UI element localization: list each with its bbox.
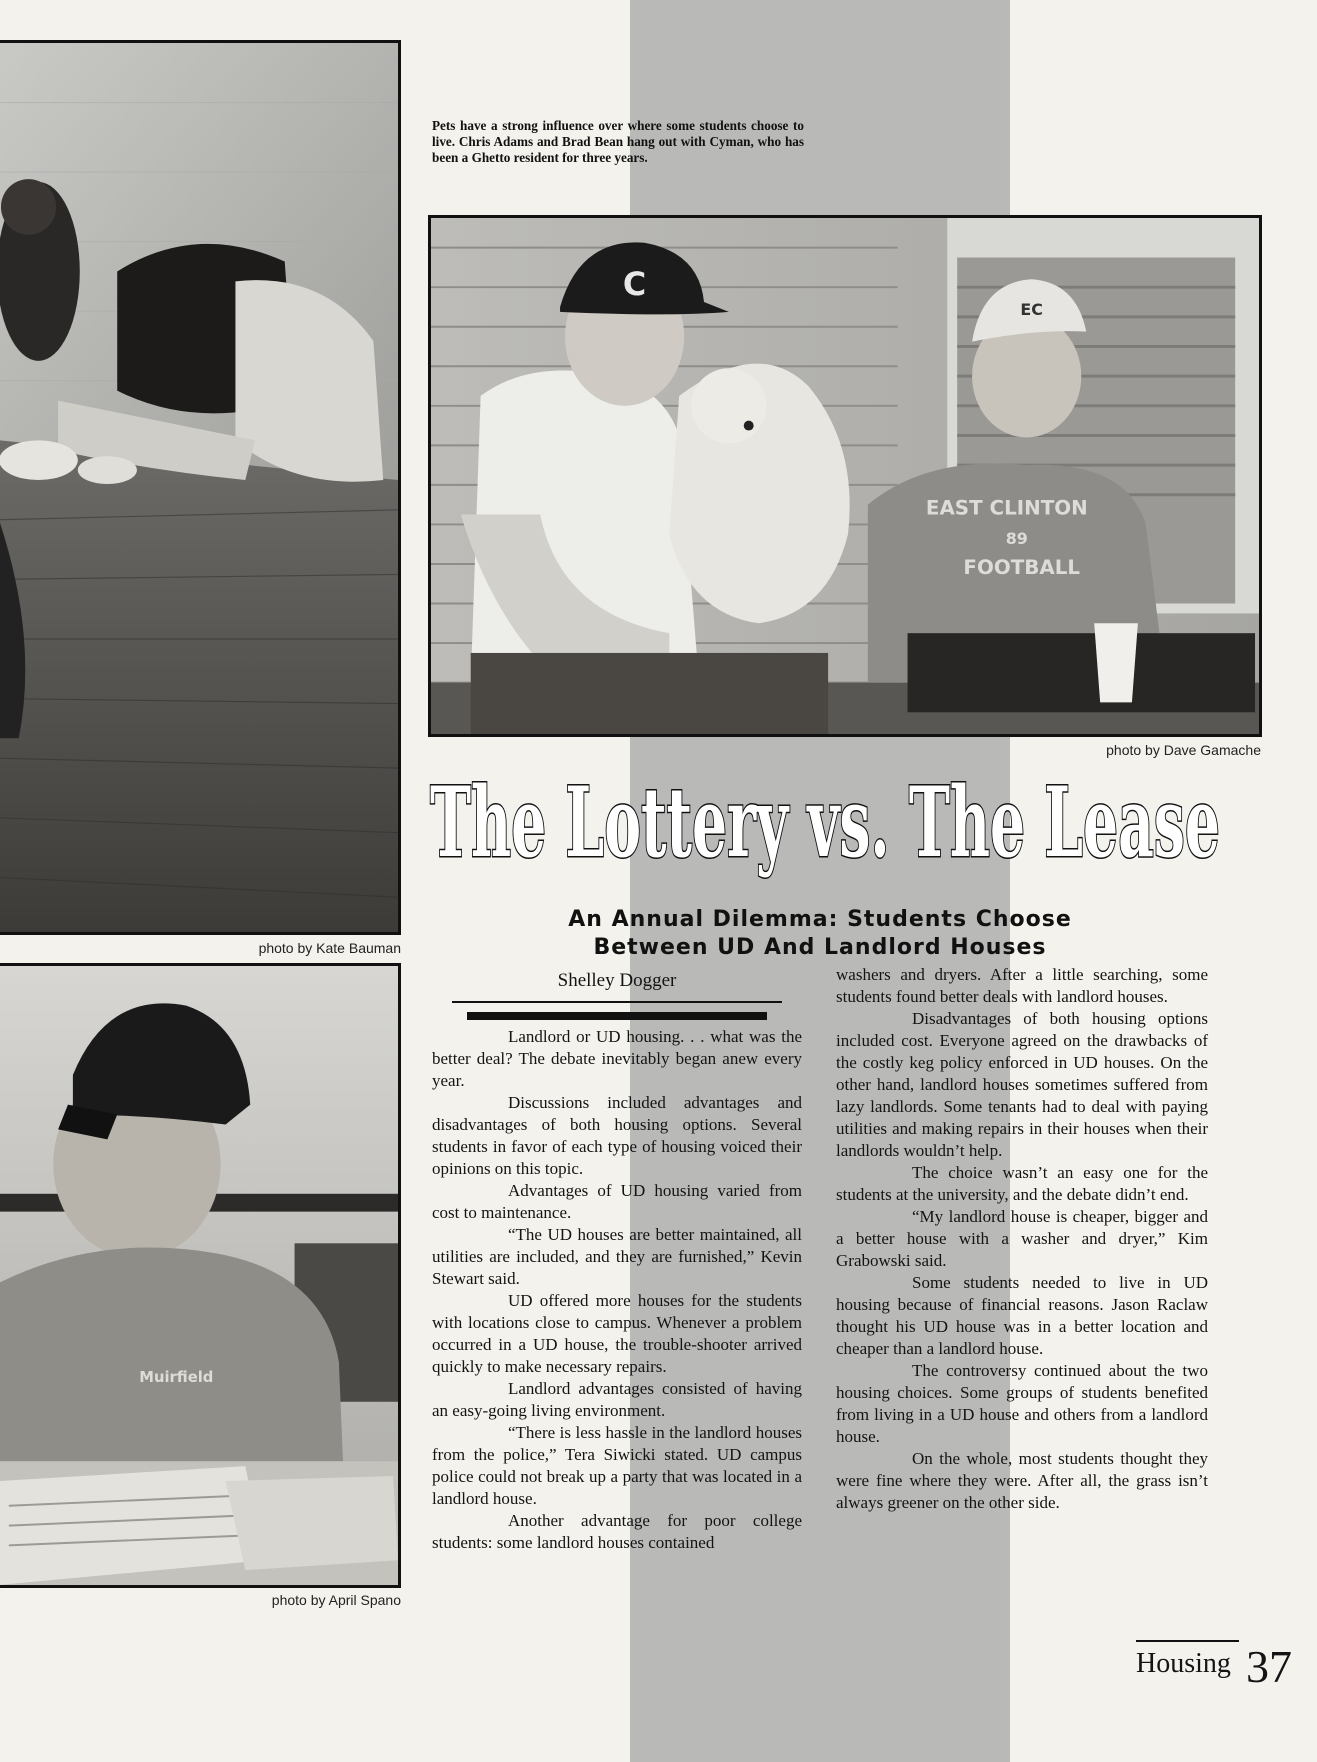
paragraph: Landlord or UD housing. . . what was the better deal? The debate inevitably began anew every year. — [432, 1027, 802, 1090]
shirt-text-line1: EAST CLINTON — [925, 496, 1088, 520]
byline-rule-thick — [467, 1012, 767, 1020]
paragraph: Some students needed to live in UD housing because of financial reasons. Jason Raclaw thought his UD house was in a better location and cheaper than a landlord house. — [836, 1273, 1208, 1358]
folio-section: Housing — [1136, 1648, 1231, 1679]
paragraph: The choice wasn’t an easy one for the students at the university, and the debate didn’t end. — [836, 1163, 1208, 1204]
headline — [422, 758, 1228, 882]
paragraph: Discussions included advantages and disadvantages of both housing options. Several students in favor of each type of housing voiced their opinions on this topic. — [432, 1093, 802, 1178]
paragraph: “My landlord house is cheaper, bigger and a better house with a washer and dryer,” Kim Grabowski said. — [836, 1207, 1208, 1270]
photo-credit-april-spano: photo by April Spano — [271, 1592, 401, 1608]
paragraph: Landlord advantages consisted of having an easy-going living environment. — [432, 1379, 802, 1420]
paragraph: On the whole, most students thought they were fine where they were. After all, the grass isn’t always greener on the other side. — [836, 1449, 1208, 1512]
shirt-text-line2: FOOTBALL — [963, 555, 1081, 579]
shirt-muirfield-text: Muirfield — [139, 1368, 214, 1386]
subheadline-line1: An Annual Dilemma: Students Choose — [568, 907, 1072, 932]
photo-chris-brad-cyman — [428, 215, 1262, 737]
article-column-2 — [836, 964, 1208, 1514]
photo-credit-kate-bauman: photo by Kate Bauman — [258, 940, 401, 956]
article-column-1 — [432, 1026, 802, 1554]
byline-rule-thin — [452, 1001, 782, 1003]
photo-students-floor — [0, 40, 401, 935]
paragraph: “The UD houses are better maintained, all utilities are included, and they are furnished,” Kevin Stewart said. — [432, 1225, 802, 1288]
photo-caption: Pets have a strong influence over where some students choose to live. Chris Adams and Brad Bean hang out with Cyman, who has been a Ghetto resident for three years. — [432, 118, 804, 165]
shirt-text-number: 89 — [1005, 529, 1028, 549]
folio-rule — [1136, 1640, 1239, 1642]
photo-credit-dave-gamache: photo by Dave Gamache — [1106, 742, 1261, 758]
subheadline — [410, 906, 1230, 962]
cap-logo-text: C — [622, 267, 647, 304]
headline-text: The Lottery vs. The Lease — [430, 766, 1220, 879]
paragraph: UD offered more houses for the students with locations close to campus. Whenever a problem occurred in a UD house, the trouble-shooter arrived quickly to make necessary repairs. — [432, 1291, 802, 1376]
paragraph: The controversy continued about the two housing choices. Some groups of students benefited from living in a UD house and others from a landlord house. — [836, 1361, 1208, 1446]
subheadline-line2: Between UD And Landlord Houses — [593, 935, 1047, 960]
paragraph: Advantages of UD housing varied from cost to maintenance. — [432, 1181, 802, 1222]
page-number: 37 — [1246, 1641, 1292, 1692]
paragraph: Disadvantages of both housing options included cost. Everyone agreed on the drawbacks of the costly keg policy enforced in UD houses. On the other hand, landlord houses sometimes suffered from lazy landlords. Some tenants had to deal with paying utilities and making repairs in their houses when their landlords wouldn’t help. — [836, 1009, 1208, 1160]
cap-ec-text: EC — [1020, 299, 1043, 319]
photo-student-reading — [0, 963, 401, 1588]
paragraph: Another advantage for poor college students: some landlord houses contained — [432, 1511, 802, 1552]
paragraph: “There is less hassle in the landlord houses from the police,” Tera Siwicki stated. UD campus police could not break up a party that was located in a landlord house. — [432, 1423, 802, 1508]
byline: Shelley Dogger — [557, 970, 677, 991]
paragraph-continued: washers and dryers. After a little searching, some students found better deals with landlord houses. — [836, 965, 1208, 1006]
